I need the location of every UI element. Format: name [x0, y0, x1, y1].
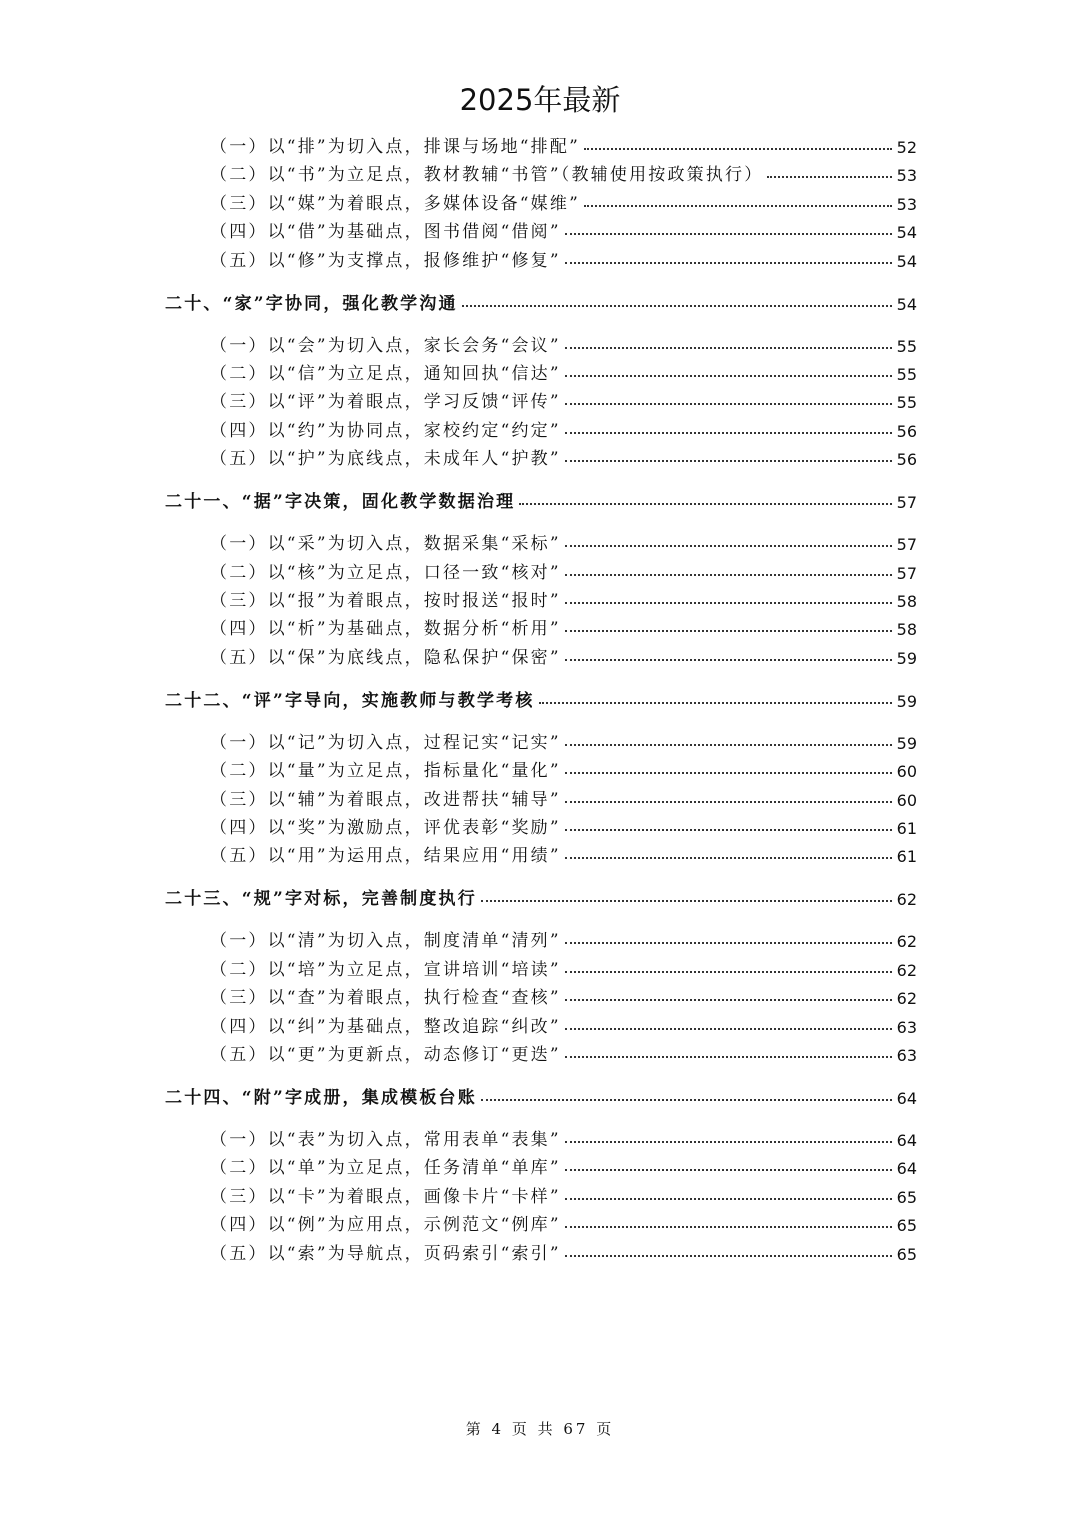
toc-entry-title: （一）以“会”为切入点，家长会务“会议” [210, 335, 561, 356]
toc-section-entry[interactable] [0, 921, 1080, 951]
toc-section-entry[interactable] [0, 1148, 1080, 1178]
toc-page-number: 65 [896, 1244, 917, 1264]
toc-page-number: 55 [896, 393, 917, 413]
toc-entry-title: （四）以“约”为协同点，家校约定“约定” [210, 420, 561, 441]
toc-section-entry[interactable] [0, 1120, 1080, 1150]
toc-dot-leader [565, 1226, 892, 1228]
toc-page-number: 53 [896, 166, 917, 186]
toc-page-number: 60 [896, 762, 917, 782]
toc-page-number: 54 [896, 294, 917, 314]
toc-section-entry[interactable] [0, 411, 1080, 441]
toc-dot-leader [565, 744, 892, 746]
toc-section-entry[interactable] [0, 439, 1080, 469]
toc-chapter-entry[interactable] [0, 284, 1080, 314]
toc-entry-title: （二）以“书”为立足点，教材教辅“书管”（教辅使用按政策执行） [210, 165, 764, 186]
toc-section-entry[interactable] [0, 127, 1080, 157]
toc-entry-title: （三）以“报”为着眼点，按时报送“报时” [210, 591, 561, 611]
toc-page-number: 57 [896, 563, 917, 583]
toc-dot-leader [767, 176, 892, 178]
toc-section-entry[interactable] [0, 581, 1080, 611]
toc-entry-title: （三）以“媒”为着眼点，多媒体设备“媒维” [210, 193, 580, 214]
toc-section-entry[interactable] [0, 950, 1080, 980]
toc-page-number: 62 [896, 960, 917, 980]
toc-page-number: 54 [896, 251, 917, 271]
toc-dot-leader [565, 942, 892, 944]
toc-dot-leader [565, 233, 892, 235]
toc-entry-title: 二十三、“规”字对标，完善制度执行 [165, 889, 477, 910]
toc-section-entry[interactable] [0, 836, 1080, 866]
toc-page-number: 62 [896, 989, 917, 1009]
toc-dot-leader [565, 971, 892, 973]
toc-section-entry[interactable] [0, 326, 1080, 356]
toc-dot-leader [565, 1169, 892, 1171]
toc-entry-title: （二）以“信”为立足点，通知回执“信达” [210, 364, 561, 384]
toc-entry-title: （五）以“护”为底线点，未成年人“护教” [210, 449, 561, 470]
toc-page-number: 57 [896, 535, 917, 555]
toc-entry-title: （一）以“表”为切入点，常用表单“表集” [210, 1130, 561, 1150]
toc-page-number: 64 [896, 1159, 917, 1179]
toc-dot-leader [565, 857, 892, 859]
toc-page-number: 63 [896, 1046, 917, 1065]
toc-section-entry[interactable] [0, 978, 1080, 1008]
toc-page-number: 64 [896, 1131, 917, 1150]
toc-chapter-entry[interactable] [0, 879, 1080, 909]
toc-dot-leader [565, 1028, 892, 1030]
toc-page-number: 55 [896, 365, 917, 384]
toc-entry-title: （四）以“借”为基础点，图书借阅“借阅” [210, 222, 561, 243]
toc-dot-leader [565, 403, 892, 405]
toc-dot-leader [584, 148, 892, 150]
toc-entry-title: 二十一、“据”字决策，固化教学数据治理 [165, 492, 516, 513]
toc-entry-title: （二）以“量”为立足点，指标量化“量化” [210, 761, 561, 782]
toc-dot-leader [481, 900, 892, 902]
toc-page-number: 61 [896, 847, 917, 867]
toc-dot-leader [565, 375, 892, 377]
toc-dot-leader [565, 262, 892, 264]
toc-dot-leader [565, 460, 892, 462]
toc-page-number: 56 [896, 421, 917, 441]
toc-section-entry[interactable] [0, 382, 1080, 412]
toc-dot-leader [565, 999, 892, 1001]
toc-entry-title: （五）以“用”为运用点，结果应用“用绩” [210, 846, 561, 867]
toc-dot-leader [565, 545, 892, 547]
toc-section-entry[interactable] [0, 354, 1080, 384]
toc-dot-leader [584, 205, 892, 207]
toc-entry-title: （一）以“记”为切入点，过程记实“记实” [210, 732, 561, 753]
toc-entry-title: （四）以“析”为基础点，数据分析“析用” [210, 619, 561, 640]
toc-dot-leader [462, 305, 892, 307]
toc-entry-title: （三）以“卡”为着眼点，画像卡片“卡样” [210, 1186, 561, 1207]
toc-entry-title: （五）以“修”为支撑点，报修维护“修复” [210, 250, 561, 271]
toc-dot-leader [565, 772, 892, 774]
toc-section-entry[interactable] [0, 155, 1080, 185]
toc-dot-leader [481, 1099, 892, 1101]
toc-entry-title: （一）以“排”为切入点，排课与场地“排配” [210, 137, 580, 157]
toc-dot-leader [565, 574, 892, 576]
toc-dot-leader [565, 1255, 892, 1257]
toc-section-entry[interactable] [0, 1177, 1080, 1207]
toc-page-number: 52 [896, 138, 917, 157]
toc-dot-leader [565, 630, 892, 632]
toc-page-number: 59 [896, 691, 917, 711]
toc-entry-title: （二）以“培”为立足点，宣讲培训“培读” [210, 959, 561, 980]
toc-page-number: 65 [896, 1187, 917, 1207]
toc-chapter-entry[interactable] [0, 482, 1080, 512]
toc-entry-title: （三）以“辅”为着眼点，改进帮扶“辅导” [210, 789, 561, 810]
toc-page-number: 60 [896, 790, 917, 810]
toc-page-number: 54 [896, 223, 917, 243]
toc-dot-leader [565, 347, 892, 349]
toc-entry-title: （一）以“清”为切入点，制度清单“清列” [210, 931, 561, 952]
toc-dot-leader [565, 801, 892, 803]
toc-entry-title: （五）以“索”为导航点，页码索引“索引” [210, 1243, 561, 1264]
toc-section-entry[interactable] [0, 524, 1080, 554]
toc-dot-leader [565, 1141, 892, 1143]
toc-page-number: 64 [896, 1089, 917, 1108]
toc-entry-title: （五）以“保”为底线点，隐私保护“保密” [210, 647, 561, 668]
toc-page-number: 59 [896, 733, 917, 753]
toc-dot-leader [565, 432, 892, 434]
toc-dot-leader [565, 659, 892, 661]
toc-entry-title: （四）以“例”为应用点，示例范文“例库” [210, 1215, 561, 1236]
toc-section-entry[interactable] [0, 1007, 1080, 1037]
toc-dot-leader [565, 1056, 892, 1058]
toc-section-entry[interactable] [0, 553, 1080, 583]
toc-entry-title: （二）以“核”为立足点，口径一致“核对” [210, 562, 561, 583]
toc-entry-title: （四）以“奖”为激励点，评优表彰“奖励” [210, 818, 561, 838]
toc-entry-title: 二十二、“评”字导向，实施教师与教学考核 [165, 690, 535, 711]
toc-entry-title: （四）以“纠”为基础点，整改追踪“纠改” [210, 1016, 561, 1037]
toc-page-number: 61 [896, 819, 917, 838]
toc-page-number: 58 [896, 592, 917, 611]
toc-entry-title: 二十四、“附”字成册，集成模板台账 [165, 1088, 477, 1108]
toc-page-number: 57 [896, 493, 917, 513]
toc-page-number: 65 [896, 1216, 917, 1236]
toc-page-number: 59 [896, 648, 917, 668]
toc-page-number: 55 [896, 336, 917, 356]
toc-entry-title: （一）以“采”为切入点，数据采集“采标” [210, 534, 561, 555]
page-footer-pagination: 第 4 页 共 67 页 [465, 1420, 615, 1438]
toc-section-entry[interactable] [0, 1205, 1080, 1235]
toc-section-entry[interactable] [0, 212, 1080, 242]
toc-page-number: 63 [896, 1017, 917, 1037]
toc-section-entry[interactable] [0, 723, 1080, 753]
toc-section-entry[interactable] [0, 780, 1080, 810]
toc-section-entry[interactable] [0, 184, 1080, 214]
toc-dot-leader [565, 602, 892, 604]
toc-page-number: 53 [896, 194, 917, 214]
toc-page-number: 62 [896, 890, 917, 910]
toc-section-entry[interactable] [0, 638, 1080, 668]
toc-entry-title: （三）以“查”为着眼点，执行检查“查核” [210, 988, 561, 1009]
toc-section-entry[interactable] [0, 751, 1080, 781]
toc-dot-leader [519, 503, 892, 505]
toc-page-number: 62 [896, 932, 917, 952]
document-title: 2025年最新 [459, 83, 621, 117]
toc-dot-leader [565, 829, 892, 831]
toc-page-number: 58 [896, 620, 917, 640]
toc-entry-title: （五）以“更”为更新点，动态修订“更迭” [210, 1045, 561, 1065]
toc-page-number: 56 [896, 450, 917, 470]
toc-section-entry[interactable] [0, 1035, 1080, 1065]
toc-dot-leader [539, 702, 892, 704]
toc-chapter-entry[interactable] [0, 681, 1080, 711]
toc-dot-leader [565, 1198, 892, 1200]
toc-section-entry[interactable] [0, 241, 1080, 271]
toc-entry-title: 二十、“家”字协同，强化教学沟通 [165, 293, 458, 314]
toc-section-entry[interactable] [0, 808, 1080, 838]
toc-entry-title: （三）以“评”为着眼点，学习反馈“评传” [210, 392, 561, 413]
toc-section-entry[interactable] [0, 1234, 1080, 1264]
toc-section-entry[interactable] [0, 609, 1080, 639]
toc-entry-title: （二）以“单”为立足点，任务清单“单库” [210, 1158, 561, 1179]
toc-chapter-entry[interactable] [0, 1078, 1080, 1108]
